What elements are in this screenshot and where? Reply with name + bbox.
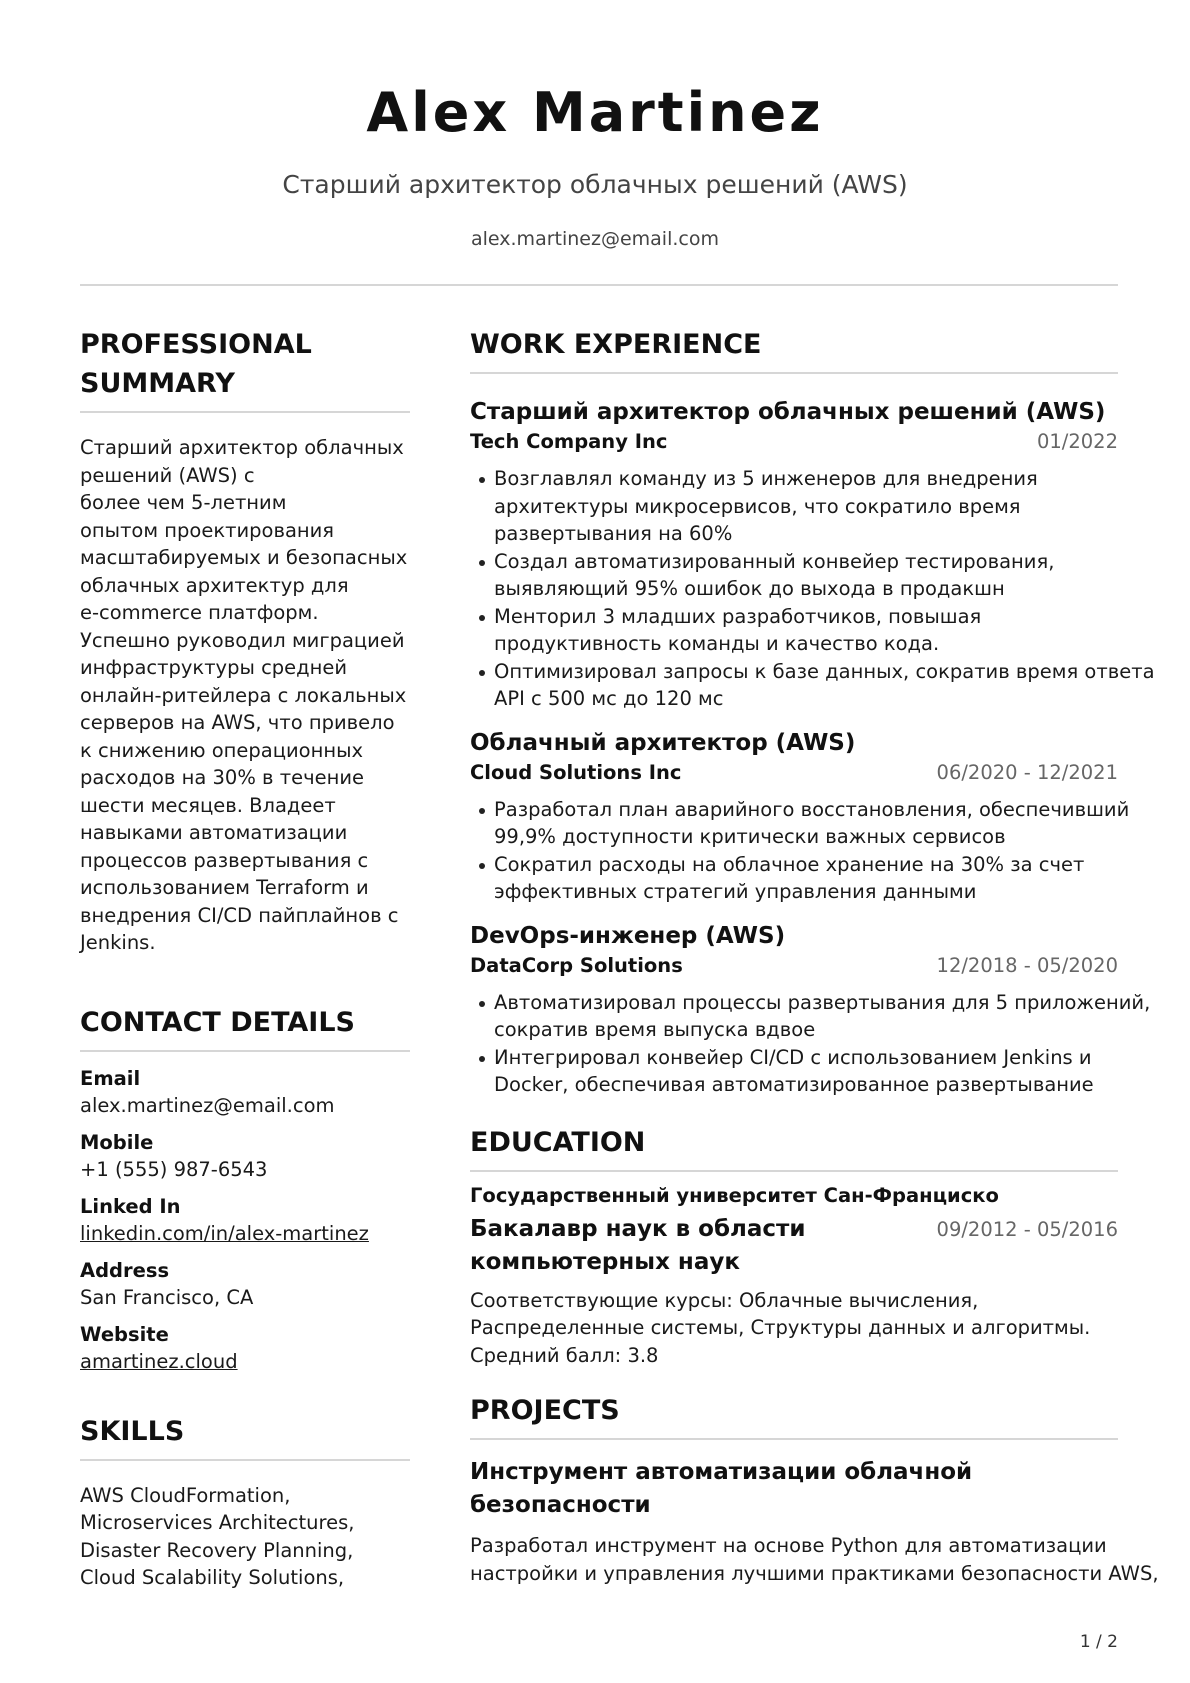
skills-section: [80, 1412, 410, 1592]
summary-line: навыками автоматизации: [80, 821, 348, 844]
job-title: Облачный архитектор (AWS): [470, 729, 856, 756]
education-meta: [470, 1213, 1118, 1279]
education-desc-line: Распределенные системы, Структуры данных и алгоритмы.: [470, 1316, 1091, 1339]
projects-section: [470, 1391, 1159, 1587]
project-desc-line: Разработал инструмент на основе Python для автоматизации: [470, 1534, 1107, 1557]
bullet-line: API с 500 мс до 120 мс: [494, 687, 724, 710]
summary-line: шести месяцев. Владеет: [80, 793, 336, 817]
education-school: Государственный университет Сан-Франциско: [470, 1183, 999, 1207]
contact-list: [80, 1065, 410, 1375]
summary-heading: [80, 325, 410, 403]
header-email: alex.martinez@email.com: [471, 228, 719, 250]
summary-line: решений (AWS) с: [80, 463, 255, 487]
right-column: [470, 325, 1159, 1587]
bullet-line: продуктивность команды и качество кода.: [494, 632, 940, 655]
website-link[interactable]: amartinez.cloud: [80, 1349, 238, 1373]
summary-line: Старший архитектор облачных: [80, 436, 404, 459]
project-entry: [470, 1456, 1159, 1587]
summary-section: [80, 325, 410, 957]
degree-line: Бакалавр наук в области: [470, 1215, 806, 1242]
education-desc-line: Средний балл: 3.8: [470, 1343, 659, 1367]
job-bullets: [470, 796, 1130, 906]
summary-line: Успешно руководил миграцией: [80, 628, 405, 652]
section-divider: [80, 1459, 410, 1461]
summary-line: внедрения CI/CD пайплайнов с: [80, 903, 399, 927]
bullet-line: Оптимизировал запросы к базе данных, сократив время ответа: [494, 659, 1155, 683]
contact-item-mobile: [80, 1129, 410, 1183]
job-company: Tech Company Inc: [470, 430, 668, 453]
bullet-line: архитектуры микросервисов, что сократило время: [494, 494, 1021, 518]
summary-line: облачных архитектур для: [80, 573, 349, 597]
education-description: [470, 1287, 1118, 1370]
education-heading: EDUCATION: [470, 1126, 646, 1158]
job-bullets: [470, 465, 1155, 713]
summary-line: расходов на 30% в течение: [80, 766, 365, 789]
bullet-item: [494, 465, 1118, 548]
job-entry: [470, 396, 1155, 713]
job-meta: [470, 428, 1118, 455]
contact-item-linkedin: [80, 1193, 410, 1247]
bullet-item: [494, 1044, 1118, 1099]
candidate-headline: Старший архитектор облачных решений (AWS): [282, 170, 908, 199]
skills-heading: SKILLS: [80, 1415, 185, 1447]
job-meta: [470, 759, 1118, 786]
contact-item-email: [80, 1065, 410, 1119]
job-meta: [470, 952, 1118, 979]
job-company: Cloud Solutions Inc: [470, 760, 682, 784]
contact-label: Email: [80, 1066, 141, 1090]
section-divider: [470, 372, 1118, 374]
left-column: [80, 325, 410, 1592]
summary-text: [80, 434, 410, 957]
bullet-line: Автоматизировал процессы развертывания для 5 приложений,: [494, 990, 1151, 1014]
bullet-line: Возглавлял команду из 5 инженеров для внедрения: [494, 467, 1038, 490]
bullet-line: развертывания на 60%: [494, 522, 733, 545]
summary-line: масштабируемых и безопасных: [80, 546, 408, 569]
bullet-item: [494, 851, 1118, 906]
education-entry: [470, 1182, 1118, 1370]
projects-heading: PROJECTS: [470, 1395, 620, 1426]
job-dates: 12/2018 - 05/2020: [936, 953, 1118, 977]
contact-mobile-value: +1 (555) 987-6543: [80, 1157, 268, 1181]
job-entry: [470, 727, 1130, 906]
bullet-item: [494, 658, 1155, 713]
section-divider: [470, 1170, 1118, 1172]
contact-section: [80, 1003, 410, 1375]
summary-line: e-commerce платформ.: [80, 601, 319, 624]
contact-label: Website: [80, 1322, 169, 1346]
summary-heading-line: SUMMARY: [80, 368, 235, 399]
candidate-name: Alex Martinez: [366, 81, 824, 144]
job-bullets: [470, 989, 1151, 1099]
job-dates: 06/2020 - 12/2021: [936, 760, 1118, 784]
bullet-line: Менторил 3 младших разработчиков, повышая: [494, 604, 982, 628]
contact-label: Address: [80, 1258, 170, 1282]
summary-line: более чем 5-летним: [80, 491, 287, 514]
header-divider: [80, 284, 1118, 286]
project-description: [470, 1532, 1159, 1587]
contact-item-website: [80, 1321, 410, 1375]
section-divider: [80, 411, 410, 413]
summary-line: инфраструктуры средней: [80, 656, 348, 679]
summary-line: к снижению операционных: [80, 738, 364, 762]
contact-email-value: alex.martinez@email.com: [80, 1093, 335, 1117]
summary-line: процессов развертывания с: [80, 848, 369, 872]
summary-line: серверов на AWS, что привело: [80, 711, 395, 734]
summary-line: онлайн-ритейлера с локальных: [80, 683, 407, 707]
bullet-item: [494, 548, 1118, 603]
bullet-line: выявляющий 95% ошибок до выхода в продакшн: [494, 577, 1005, 600]
contact-heading: CONTACT DETAILS: [80, 1006, 355, 1038]
summary-line: Jenkins.: [80, 931, 156, 954]
bullet-line: эффективных стратегий управления данными: [494, 880, 977, 903]
bullet-item: [494, 989, 1151, 1044]
contact-label: Mobile: [80, 1130, 154, 1154]
summary-heading-line: PROFESSIONAL: [80, 329, 312, 360]
summary-line: опытом проектирования: [80, 518, 335, 542]
bullet-item: [494, 603, 1118, 658]
bullet-line: Создал автоматизированный конвейер тестирования,: [494, 549, 1055, 573]
skill-line: AWS CloudFormation,: [80, 1483, 291, 1507]
job-title: Старший архитектор облачных решений (AWS): [470, 399, 1106, 425]
summary-line: использованием Terraform и: [80, 876, 369, 899]
bullet-line: Сократил расходы на облачное хранение на 30% за счет: [494, 852, 1085, 876]
job-title: DevOps-инженер (AWS): [470, 922, 786, 949]
job-dates: 01/2022: [1036, 430, 1118, 453]
education-section: [470, 1123, 1118, 1370]
education-desc-line: Соответствующие курсы: Облачные вычисления,: [470, 1288, 979, 1312]
project-desc-line: настройки и управления лучшими практиками безопасности AWS,: [470, 1561, 1159, 1585]
project-title-line: Инструмент автоматизации облачной: [470, 1459, 973, 1485]
bullet-item: [494, 796, 1130, 851]
job-company: DataCorp Solutions: [470, 953, 683, 977]
bullet-line: Разработал план аварийного восстановления, обеспечивший: [494, 797, 1130, 821]
experience-section: [470, 325, 1155, 1099]
contact-label: Linked In: [80, 1194, 181, 1218]
section-divider: [470, 1438, 1118, 1440]
contact-address-value: San Francisco, CA: [80, 1285, 254, 1309]
bullet-line: сократив время выпуска вдвое: [494, 1018, 816, 1041]
contact-item-address: [80, 1257, 410, 1311]
job-entry: [470, 920, 1151, 1099]
experience-heading: WORK EXPERIENCE: [470, 329, 762, 360]
linkedin-link[interactable]: linkedin.com/in/alex-martinez: [80, 1221, 369, 1245]
degree-line: компьютерных наук: [470, 1248, 740, 1275]
bullet-line: 99,9% доступности критически важных сервисов: [494, 825, 1006, 848]
education-degree: [470, 1213, 805, 1279]
education-dates: 09/2012 - 05/2016: [936, 1217, 1118, 1241]
bullet-line: Docker, обеспечивая автоматизированное развертывание: [494, 1073, 1094, 1096]
project-title-line: безопасности: [470, 1492, 651, 1518]
skill-line: Microservices Architectures,: [80, 1511, 355, 1534]
skills-list: [80, 1482, 410, 1592]
section-divider: [80, 1050, 410, 1052]
skill-line: Cloud Scalability Solutions,: [80, 1566, 345, 1589]
page-number: 1 / 2: [1079, 1632, 1118, 1652]
bullet-line: Интегрировал конвейер CI/CD с использованием Jenkins и: [494, 1045, 1092, 1069]
project-title: [470, 1456, 1118, 1522]
skill-line: Disaster Recovery Planning,: [80, 1538, 354, 1562]
